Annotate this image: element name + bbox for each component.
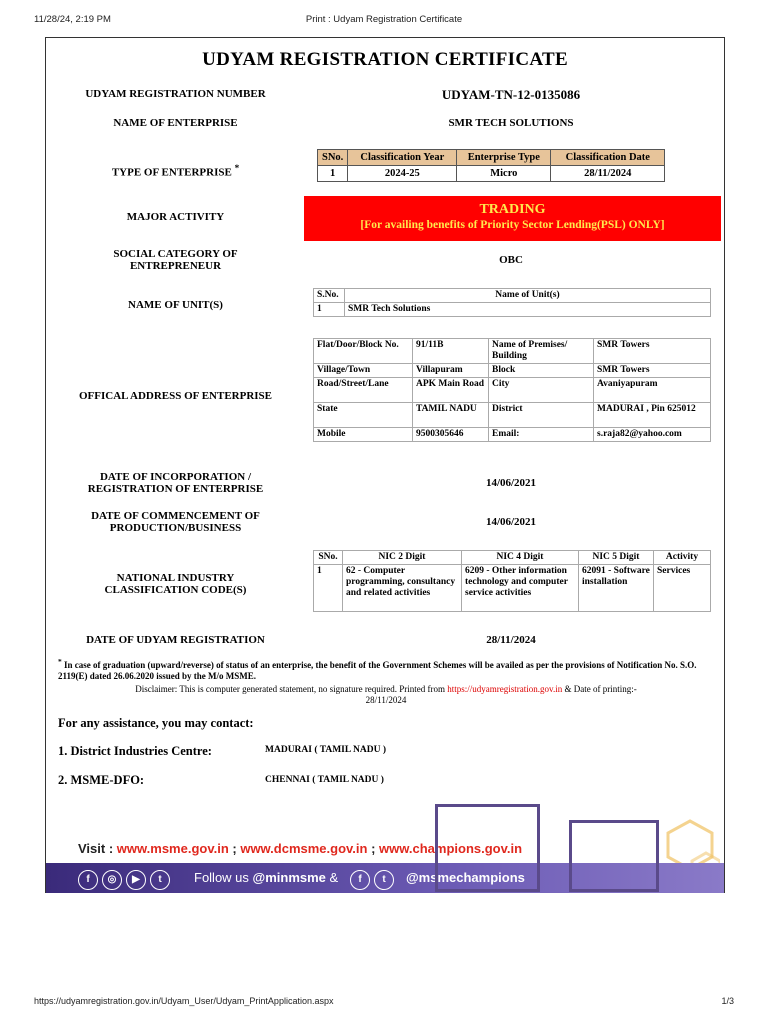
cell: Micro (457, 166, 551, 182)
print-page-title: Print : Udyam Registration Certificate (305, 14, 463, 25)
dfo-label: 2. MSME-DFO: (58, 773, 145, 787)
th-nic2: NIC 2 Digit (343, 551, 462, 565)
disclaimer: Disclaimer: This is computer generated statement, no signature required. Printed from https://udyamregistration.gov.in & Date of printing:- 28/11/2024 (135, 684, 637, 705)
cell: Road/Street/Lane (314, 378, 413, 403)
cell: Block (489, 364, 594, 378)
cell: 1 (314, 303, 345, 317)
cell: 62091 - Software installation (579, 565, 654, 612)
champions-handle: @msmechampions (406, 870, 525, 885)
cell: MADURAI , Pin 625012 (594, 403, 711, 428)
cell: APK Main Road (413, 378, 489, 403)
certificate-title: UDYAM REGISTRATION CERTIFICATE (202, 49, 568, 70)
browser-print-header (34, 10, 734, 26)
th-classification-date: Classification Date (551, 150, 665, 166)
cell: Services (654, 565, 711, 612)
cell: s.raja82@yahoo.com (594, 428, 711, 442)
udyam-link[interactable]: https://udyamregistration.gov.in (447, 684, 563, 694)
cell: SMR Towers (594, 364, 711, 378)
th-unit-name: Name of Unit(s) (345, 289, 711, 303)
page-number: 1/3 (721, 996, 734, 1006)
activity-value: TRADING (479, 202, 546, 217)
cell: TAMIL NADU (413, 403, 489, 428)
stamp-box (569, 820, 659, 892)
cell: Email: (489, 428, 594, 442)
cell: 1 (314, 565, 343, 612)
certificate-frame (45, 37, 725, 893)
cell: Avaniyapuram (594, 378, 711, 403)
th-nic4: NIC 4 Digit (462, 551, 579, 565)
print-datetime: 11/28/24, 2:19 PM (34, 14, 111, 25)
print-url: https://udyamregistration.gov.in/Udyam_User/Udyam_PrintApplication.aspx (34, 996, 334, 1006)
address-table (313, 338, 711, 442)
table-row (314, 378, 711, 403)
th-nic-sno: SNo. (314, 551, 343, 565)
facebook-icon[interactable]: f (78, 870, 98, 890)
commencement-date: 14/06/2021 (485, 516, 537, 528)
major-activity-label: MAJOR ACTIVITY (126, 211, 225, 223)
nic-label: NATIONAL INDUSTRY CLASSIFICATION CODE(S) (104, 572, 247, 596)
enterprise-name-label: NAME OF ENTERPRISE (113, 117, 238, 129)
facebook-icon[interactable]: f (350, 870, 370, 890)
follow-text: Follow us @minmsme & (194, 870, 339, 885)
address-label: OFFICAL ADDRESS OF ENTERPRISE (78, 390, 273, 402)
cell: District (489, 403, 594, 428)
twitter-icon[interactable]: t (374, 870, 394, 890)
classification-table (317, 149, 665, 182)
cell: Village/Town (314, 364, 413, 378)
th-nic5: NIC 5 Digit (579, 551, 654, 565)
assistance-heading: For any assistance, you may contact: (58, 716, 254, 730)
cell: Villapuram (413, 364, 489, 378)
cell: 28/11/2024 (551, 166, 665, 182)
cell: 9500305646 (413, 428, 489, 442)
th-classification-year: Classification Year (348, 150, 457, 166)
social-category: OBC (499, 254, 523, 266)
udyam-date-label: DATE OF UDYAM REGISTRATION (86, 634, 265, 646)
browser-print-footer (34, 996, 734, 1010)
incorporation-date: 14/06/2021 (485, 477, 537, 489)
th-activity: Activity (654, 551, 711, 565)
instagram-icon[interactable]: ◎ (102, 870, 122, 890)
cell: SMR Tech Solutions (345, 303, 711, 317)
stamp-box (435, 804, 540, 892)
activity-note: [For availing benefits of Priority Sector Lending(PSL) ONLY] (360, 219, 665, 231)
social-category-label: SOCIAL CATEGORY OF ENTREPRENEUR (113, 248, 238, 272)
cell: Name of Premises/ Building (489, 339, 594, 364)
table-row (314, 428, 711, 442)
champions-link[interactable]: www.champions.gov.in (379, 841, 523, 856)
visit-websites: Visit : www.msme.gov.in ; www.dcmsme.gov.in ; www.champions.gov.in (78, 841, 523, 856)
print-date: 28/11/2024 (365, 695, 407, 705)
reg-number-label: UDYAM REGISTRATION NUMBER (85, 88, 266, 100)
dcmsme-link[interactable]: www.dcmsme.gov.in (240, 841, 368, 856)
cell: State (314, 403, 413, 428)
cell: City (489, 378, 594, 403)
th-sno: SNo. (318, 150, 348, 166)
twitter-icon[interactable]: t (150, 870, 170, 890)
udyam-date: 28/11/2024 (486, 634, 536, 646)
cell: 2024-25 (348, 166, 457, 182)
major-activity-banner (304, 196, 721, 241)
table-row (314, 303, 711, 317)
nic-table (313, 550, 711, 612)
units-table (313, 288, 711, 317)
cell: 62 - Computer programming, consultancy and related activities (343, 565, 462, 612)
th-enterprise-type: Enterprise Type (457, 150, 551, 166)
dfo-value: CHENNAI ( TAMIL NADU ) (265, 775, 384, 785)
reg-number: UDYAM-TN-12-0135086 (441, 87, 581, 102)
cell: 91/11B (413, 339, 489, 364)
incorporation-label: DATE OF INCORPORATION / REGISTRATION OF ENTERPRISE (87, 471, 264, 495)
enterprise-type-label: TYPE OF ENTERPRISE * (111, 163, 240, 179)
commencement-label: DATE OF COMMENCEMENT OF PRODUCTION/BUSINESS (91, 510, 260, 534)
th-unit-sno: S.No. (314, 289, 345, 303)
units-label: NAME OF UNIT(S) (128, 299, 223, 311)
cell: Flat/Door/Block No. (314, 339, 413, 364)
youtube-icon[interactable]: ▶ (126, 870, 146, 890)
cell: Mobile (314, 428, 413, 442)
cell: SMR Towers (594, 339, 711, 364)
table-row (318, 166, 665, 182)
table-row (314, 565, 711, 612)
cell: 1 (318, 166, 348, 182)
msme-link[interactable]: www.msme.gov.in (116, 841, 229, 856)
enterprise-name: SMR TECH SOLUTIONS (448, 117, 574, 129)
table-row (314, 403, 711, 428)
table-row (314, 339, 711, 364)
dic-label: 1. District Industries Centre: (58, 744, 212, 758)
footnote: * In case of graduation (upward/reverse) of status of an enterprise, the benefit of the Government Schemes will be availed as per the provisions of Notification No. S.O. 2119(E) dated 26.06.2020 issued by the M/o MSME. (58, 657, 697, 681)
cell: 6209 - Other information technology and computer service activities (462, 565, 579, 612)
dic-value: MADURAI ( TAMIL NADU ) (265, 745, 387, 755)
table-row (314, 364, 711, 378)
